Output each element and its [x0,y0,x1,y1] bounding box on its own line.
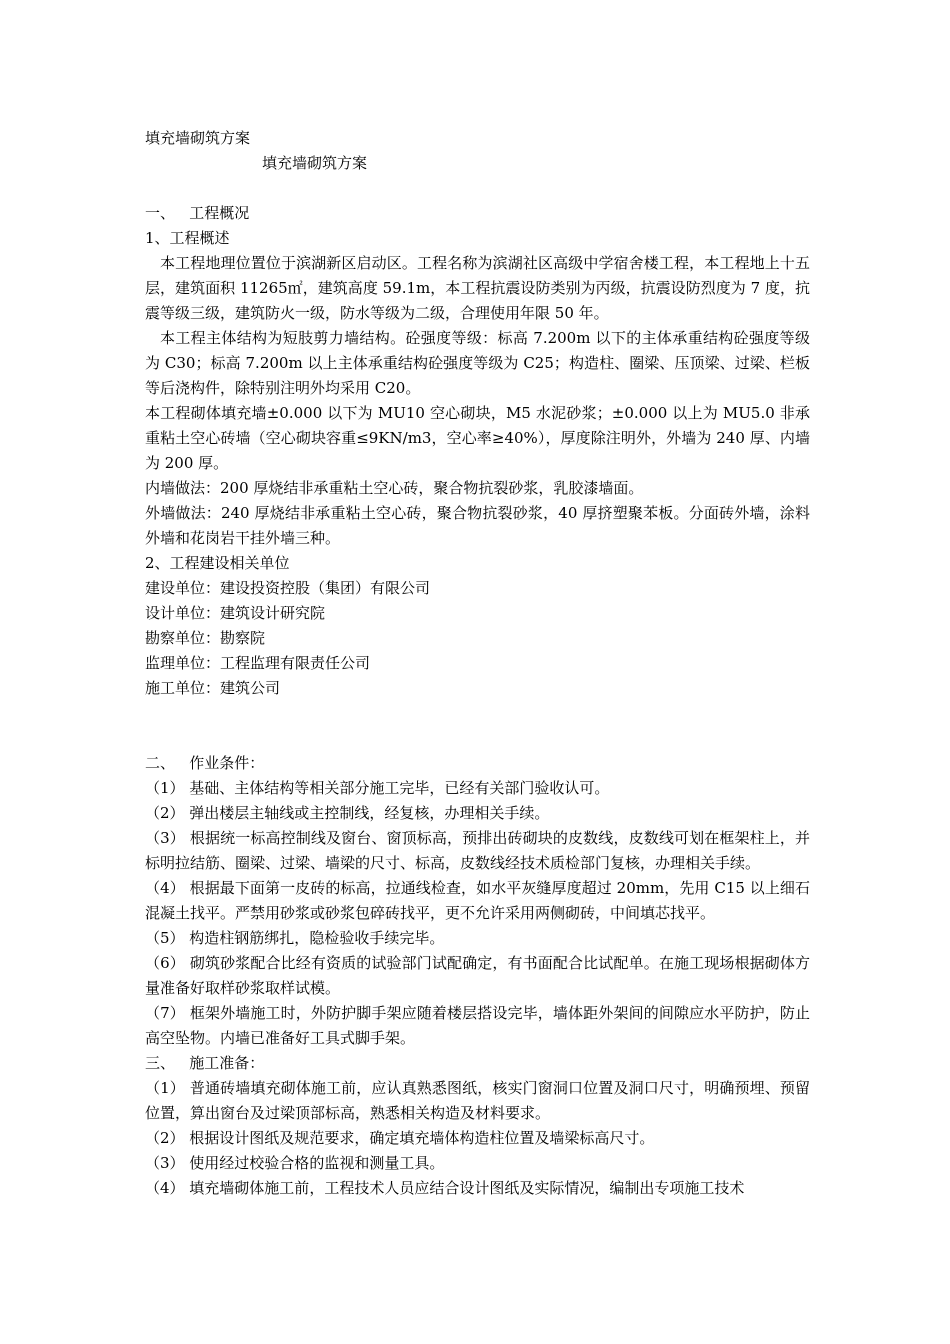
unit-line: 监理单位：工程监理有限责任公司 [145,654,371,672]
section-1-1-heading: 1、工程概述 [145,229,230,247]
list-item: （3） 根据统一标高控制线及窗台、窗顶标高，预排出砖砌块的皮数线，皮数线可划在框架柱上，并标明拉结筋、圈梁、过梁、墙梁的尺寸、标高，皮数线经技术质检部门复核，办理相关手续。 [145,829,810,872]
paragraph-structure: 本工程主体结构为短肢剪力墙结构。砼强度等级：标高 7.200m 以下的主体承重结构砼强度等级为 C30；标高 7.200m 以上主体承重结构砼强度等级为 C25；构造柱、圈梁、压顶梁、过梁、栏板等后浇构件，除特别注明外均采用 C20。 [145,329,810,397]
section-1-2-heading: 2、工程建设相关单位 [145,554,290,572]
unit-line: 勘察单位：勘察院 [145,629,266,647]
section-2-heading: 二、 作业条件： [145,754,265,772]
list-item: （6） 砌筑砂浆配合比经有资质的试验部门试配确定，有书面配合比试配单。在施工现场根据砌体方量准备好取样砂浆取样试模。 [145,954,810,997]
paragraph-infill-wall: 本工程砌体填充墙±0.000 以下为 MU10 空心砌块，M5 水泥砂浆；±0.000 以上为 MU5.0 非承重粘土空心砖墙（空心砌块容重≤9KN/m3，空心率≥40%），厚度除注明外，外墙为 240 厚、内墙为 200 厚。 [145,404,810,472]
list-item: （1） 普通砖墙填充砌体施工前，应认真熟悉图纸，核实门窗洞口位置及洞口尺寸，明确预埋、预留位置，算出窗台及过梁顶部标高，熟悉相关构造及材料要求。 [145,1079,810,1122]
section-1-heading: 一、 工程概况 [145,204,250,222]
list-item: （1） 基础、主体结构等相关部分施工完毕，已经有关部门验收认可。 [145,779,610,797]
center-title: 填充墙砌筑方案 [262,154,368,172]
list-item: （7） 框架外墙施工时，外防护脚手架应随着楼层搭设完毕，墙体距外架间的间隙应水平防护，防止高空坠物。内墙已准备好工具式脚手架。 [145,1004,810,1047]
doc-title: 填充墙砌筑方案 [145,129,251,147]
list-item: （3） 使用经过校验合格的监视和测量工具。 [145,1154,445,1172]
paragraph-overview: 本工程地理位置位于滨湖新区启动区。工程名称为滨湖社区高级中学宿舍楼工程，本工程地上十五层，建筑面积 11265㎡，建筑高度 59.1m，本工程抗震设防类别为丙级，抗震设防烈度为 7 度，抗震等级三级，建筑防火一级，防水等级为二级，合理使用年限 50 年。 [145,254,810,322]
list-item: （4） 填充墙砌体施工前，工程技术人员应结合设计图纸及实际情况，编制出专项施工技术 [145,1179,745,1197]
unit-line: 建设单位：建设投资控股（集团）有限公司 [145,579,431,597]
spacer [145,176,810,201]
list-item: （2） 根据设计图纸及规范要求，确定填充墙体构造柱位置及墙梁标高尺寸。 [145,1129,655,1147]
document-page [145,126,810,1201]
list-item: （4） 根据最下面第一皮砖的标高，拉通线检查，如水平灰缝厚度超过 20mm，先用 C15 以上细石混凝土找平。严禁用砂浆或砂浆包碎砖找平，更不允许采用两侧砌砖，中间填芯找平。 [145,879,810,922]
spacer [145,701,810,751]
paragraph-exterior-wall: 外墙做法：240 厚烧结非承重粘土空心砖，聚合物抗裂砂浆，40 厚挤塑聚苯板。分面砖外墙，涂料外墙和花岗岩干挂外墙三种。 [145,504,810,547]
unit-line: 设计单位：建筑设计研究院 [145,604,326,622]
section-3-heading: 三、 施工准备： [145,1054,265,1072]
paragraph-interior-wall: 内墙做法：200 厚烧结非承重粘土空心砖，聚合物抗裂砂浆，乳胶漆墙面。 [145,479,644,497]
unit-line: 施工单位：建筑公司 [145,679,281,697]
list-item: （5） 构造柱钢筋绑扎，隐检验收手续完毕。 [145,929,445,947]
list-item: （2） 弹出楼层主轴线或主控制线，经复核，办理相关手续。 [145,804,550,822]
